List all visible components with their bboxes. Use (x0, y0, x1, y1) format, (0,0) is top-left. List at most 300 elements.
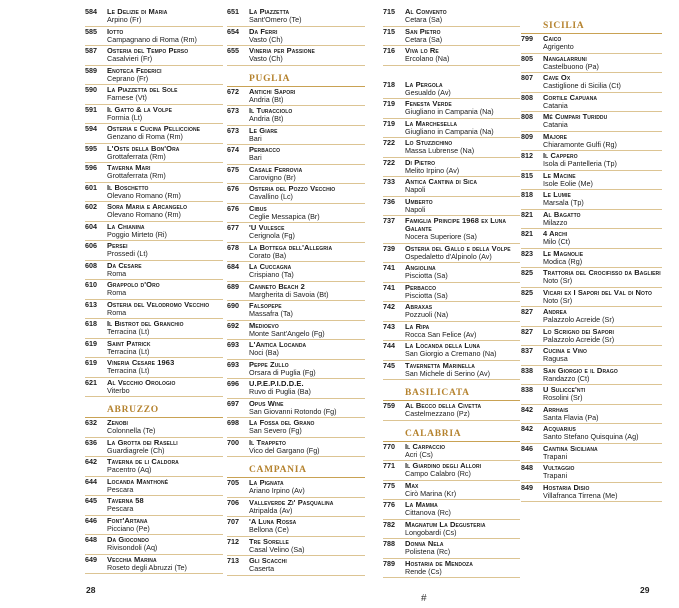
entry-location: Trapani (543, 451, 568, 461)
entry-page-number: 808 (521, 112, 533, 121)
entry-page-number: 621 (85, 377, 97, 387)
entry-name: Osteria e Cucina Pelliccione (107, 124, 201, 133)
entry-location: Andria (Bt) (249, 94, 284, 104)
entry-location: Poggio Mirteto (Ri) (107, 229, 167, 239)
entry-location: Rosolini (Sr) (543, 393, 583, 402)
entry-location: Carovigno (Br) (249, 172, 296, 182)
entry-name: Vultaggio (543, 463, 575, 472)
entry-location: Nocera Superiore (Sa) (405, 232, 477, 241)
entry-location: Randazzo (Ct) (543, 373, 590, 383)
entry-name: La Bottega dell'Allegria (249, 242, 333, 252)
list-item (227, 438, 365, 458)
list-item (85, 339, 223, 359)
entry-location: Ceglie Messapica (Br) (249, 211, 320, 221)
entry-name: Gli Scacchi (249, 556, 287, 565)
list-item (227, 418, 365, 438)
entry-name: La Marchesella (405, 118, 458, 128)
list-item (521, 268, 662, 288)
list-item (521, 190, 662, 210)
list-item (85, 124, 223, 144)
list-item (227, 301, 365, 321)
entry-page-number: 827 (521, 326, 533, 336)
index-column-4 (521, 7, 662, 502)
index-column-2 (227, 7, 365, 576)
entry-location: Formia (Lt) (107, 112, 143, 122)
entry-name: Angiolina (405, 263, 436, 272)
entry-page-number: 770 (383, 441, 395, 451)
entry-page-number: 788 (383, 539, 395, 548)
entry-name: Canneto Beach 2 (249, 281, 305, 291)
entry-location: Olevano Romano (Rm) (107, 210, 181, 219)
index-column-1 (85, 7, 223, 574)
entry-location: Margherita di Savoia (Bt) (249, 289, 329, 299)
entry-name: La Mamma (405, 500, 438, 509)
entry-name: L'Oste della Bon'Ora (107, 143, 180, 153)
list-item (227, 321, 365, 341)
entry-name: 'U Vulesce (249, 223, 285, 232)
list-item (227, 7, 365, 27)
entry-page-number: 672 (227, 86, 239, 96)
list-item (383, 500, 520, 520)
list-item (383, 361, 520, 381)
list-item (521, 54, 662, 74)
entry-page-number: 619 (85, 338, 97, 348)
entry-name: Da Cesare (107, 260, 142, 270)
entry-name: Fenesta Verde (405, 99, 452, 108)
list-item (383, 244, 520, 264)
entry-location: Pescara (107, 484, 134, 494)
list-item (383, 138, 520, 158)
list-item (85, 555, 223, 575)
entry-location: Farnese (Vt) (107, 93, 147, 102)
entry-location: Viterbo (107, 385, 130, 395)
entry-page-number: 743 (383, 321, 395, 331)
entry-location: Chiaramonte Gulfi (Rg) (543, 139, 617, 149)
list-item (383, 27, 520, 47)
list-item (521, 483, 662, 503)
list-item (383, 46, 520, 66)
list-item (227, 27, 365, 47)
entry-location: Massa Lubrense (Na) (405, 146, 475, 155)
list-item (521, 210, 662, 230)
entry-page-number: 718 (383, 79, 395, 89)
list-item (521, 327, 662, 347)
entry-name: Valleverde Zi' Pasqualina (249, 497, 334, 507)
entry-name: Vineria Cesare 1963 (107, 358, 175, 367)
entry-page-number: 608 (85, 260, 97, 270)
entry-location: Roma (107, 307, 127, 317)
list-item (521, 307, 662, 327)
entry-page-number: 736 (383, 196, 395, 206)
entry-name: Casale Ferrovia (249, 164, 303, 174)
entry-location: Santa Flavia (Pa) (543, 412, 599, 422)
entry-location: San Giorgio a Cremano (Na) (405, 349, 497, 358)
entry-page-number: 589 (85, 65, 97, 75)
list-item (383, 322, 520, 342)
entry-page-number: 722 (383, 157, 395, 167)
entry-location: Noci (Ba) (249, 348, 279, 357)
entry-page-number: 715 (383, 7, 395, 16)
entry-location: Rende (Cs) (405, 566, 442, 576)
entry-name: Il Turacciolo (249, 106, 293, 115)
entry-name: Da Giocondo (107, 535, 149, 544)
entry-name: Vineria per Passione (249, 46, 315, 55)
list-item (383, 539, 520, 559)
entry-name: Taverna 58 (107, 496, 144, 505)
list-item (383, 99, 520, 119)
entry-name: Majore (543, 131, 568, 141)
entry-location: Bellona (Ce) (249, 525, 289, 534)
entry-name: Cantina Siciliana (543, 443, 598, 453)
entry-name: Andrea (543, 307, 567, 316)
entry-page-number: 739 (383, 243, 395, 253)
entry-page-number: 713 (227, 556, 239, 565)
entry-location: Rivisondoli (Aq) (107, 543, 158, 552)
entry-name: Al Convento (405, 7, 447, 16)
entry-name: Al Bagatto (543, 209, 581, 219)
section-header: BASILICATA (383, 386, 520, 401)
entry-location: Ercolano (Na) (405, 54, 450, 63)
entry-name: Zenobi (107, 418, 129, 427)
list-item (85, 438, 223, 458)
entry-page-number: 596 (85, 163, 97, 172)
entry-location: Roseto degli Abruzzi (Te) (107, 562, 187, 572)
list-item (85, 516, 223, 536)
entry-page-number: 698 (227, 418, 239, 427)
list-item (521, 463, 662, 483)
entry-name: Le Macine (543, 170, 576, 180)
entry-name: Umberto (405, 196, 433, 206)
entry-location: Melito Irpino (Av) (405, 165, 460, 175)
entry-page-number: 610 (85, 280, 97, 289)
entry-location: Genzano di Roma (Rm) (107, 132, 183, 141)
entry-page-number: 595 (85, 143, 97, 153)
list-item (521, 93, 662, 113)
entry-location: Napoli (405, 185, 426, 194)
entry-name: La Pergola (405, 79, 443, 89)
entry-location: Ragusa (543, 354, 568, 363)
entry-name: Il Bistrot del Granchio (107, 319, 184, 328)
entry-location: Catania (543, 100, 568, 110)
entry-location: Colonnella (Te) (107, 426, 156, 435)
entry-location: Prossedi (Lt) (107, 249, 148, 258)
entry-location: Pacentro (Aq) (107, 465, 152, 474)
entry-name: Di Pietro (405, 157, 436, 167)
entry-name: Al Vecchio Orologio (107, 377, 176, 387)
entry-name: Locanda Manthoné (107, 476, 169, 486)
entry-page-number: 644 (85, 476, 97, 486)
list-item (521, 171, 662, 191)
list-item (85, 163, 223, 183)
entry-location: Cetara (Sa) (405, 34, 443, 44)
list-item (521, 112, 662, 132)
entry-name: Cortile Capuana (543, 92, 598, 102)
entry-location: Noto (Sr) (543, 295, 573, 305)
entry-page-number: 745 (383, 360, 395, 370)
entry-location: Terracina (Lt) (107, 366, 150, 375)
list-item (383, 158, 520, 178)
list-item (521, 132, 662, 152)
entry-page-number: 719 (383, 118, 395, 128)
entry-location: Vasto (Ch) (249, 34, 283, 44)
entry-page-number: 782 (383, 519, 395, 529)
entry-location: Isola di Pantelleria (Tp) (543, 159, 617, 168)
section-header: CALABRIA (383, 427, 520, 442)
entry-page-number: 655 (227, 46, 239, 55)
entry-page-number: 842 (521, 404, 533, 414)
entry-location: Massafra (Ta) (249, 309, 293, 318)
entry-page-number: 838 (521, 385, 533, 394)
entry-page-number: 697 (227, 398, 239, 408)
list-item (521, 385, 662, 405)
entry-name: Hostaria Disio (543, 482, 590, 492)
entry-location: Cittanova (Rc) (405, 508, 451, 517)
entry-name: Acquarius (543, 424, 576, 433)
entry-location: Guardiagrele (Ch) (107, 445, 165, 455)
entry-page-number: 707 (227, 517, 239, 526)
list-item (85, 183, 223, 203)
entry-name: Sora Maria e Arcangelo (107, 202, 188, 211)
entry-page-number: 849 (521, 482, 533, 492)
entry-location: Milazzo (543, 217, 568, 227)
entry-page-number: 675 (227, 164, 239, 174)
list-item (227, 184, 365, 204)
list-item (227, 360, 365, 380)
entry-location: Ceprano (Fr) (107, 73, 149, 83)
entry-location: Roma (107, 288, 127, 297)
entry-name: Cibus (249, 203, 267, 213)
list-item (85, 477, 223, 497)
entry-page-number: 771 (383, 461, 395, 470)
entry-page-number: 632 (85, 418, 97, 427)
list-item (521, 288, 662, 308)
entry-page-number: 692 (227, 320, 239, 330)
center-hash-mark: # (421, 593, 427, 604)
section-header: ABRUZZO (85, 403, 223, 418)
entry-location: Terracina (Lt) (107, 327, 150, 336)
list-item (227, 243, 365, 263)
entry-page-number: 654 (227, 26, 239, 36)
entry-page-number: 613 (85, 299, 97, 309)
entry-name: Caico (543, 34, 562, 43)
entry-page-number: 733 (383, 177, 395, 186)
entry-location: Catania (543, 120, 568, 129)
list-item (85, 7, 223, 27)
entry-location: Campagnano di Roma (Rm) (107, 34, 197, 44)
list-item (521, 346, 662, 366)
entry-name: Abraxas (405, 302, 433, 311)
entry-name: La Piazzetta (249, 7, 290, 16)
entry-location: Terracina (Lt) (107, 346, 150, 356)
entry-name: Il Gatto & la Volpe (107, 104, 173, 114)
entry-name: Enoteca Federici (107, 65, 162, 75)
list-item (383, 80, 520, 100)
entry-name: Cave Ox (543, 73, 571, 82)
entry-location: Palazzolo Acreide (Sr) (543, 315, 615, 324)
entry-page-number: 775 (383, 480, 395, 490)
entry-name: La Piazzetta del Sole (107, 85, 178, 94)
entry-location: Pescara (107, 504, 134, 513)
entry-name: Iotto (107, 26, 124, 36)
entry-name: Viva lo Re (405, 46, 439, 55)
entry-name: Grappolo d'Oro (107, 280, 160, 289)
list-item (521, 444, 662, 464)
list-item (85, 27, 223, 47)
list-item (521, 73, 662, 93)
entry-name: Il Giardino degli Allori (405, 461, 482, 470)
list-item (85, 496, 223, 516)
entry-page-number: 618 (85, 319, 97, 328)
list-item (85, 202, 223, 222)
entry-page-number: 604 (85, 221, 97, 231)
list-item (85, 319, 223, 339)
entry-location: Longobardi (Cs) (405, 527, 457, 537)
list-item (227, 262, 365, 282)
list-item (521, 366, 662, 386)
entry-page-number: 716 (383, 46, 395, 55)
entry-name: Donna Nela (405, 539, 444, 548)
entry-location: Isole Eolie (Me) (543, 178, 593, 188)
list-item (227, 145, 365, 165)
list-item (227, 165, 365, 185)
entry-page-number: 590 (85, 85, 97, 94)
entry-name: Le Magnolie (543, 248, 584, 258)
entry-page-number: 805 (521, 53, 533, 63)
entry-page-number: 690 (227, 301, 239, 310)
list-item (383, 401, 520, 421)
entry-name: Nangalarruni (543, 53, 587, 63)
entry-page-number: 759 (383, 401, 395, 410)
entry-location: Trapani (543, 471, 568, 480)
entry-name: Il Trappeto (249, 437, 286, 447)
entry-page-number: 689 (227, 281, 239, 291)
entry-page-number: 712 (227, 536, 239, 546)
entry-page-number: 642 (85, 457, 97, 466)
entry-name: San Giorgio e il Drago (543, 365, 618, 375)
entry-location: Polistena (Rc) (405, 547, 451, 556)
list-item (521, 34, 662, 54)
list-item (521, 249, 662, 269)
list-item (85, 457, 223, 477)
list-item (85, 144, 223, 164)
entry-page-number: 674 (227, 145, 239, 154)
entry-page-number: 684 (227, 262, 239, 271)
entry-name: Taverna de li Caldora (107, 457, 179, 466)
entry-name: Max (405, 480, 419, 490)
entry-location: Andria (Bt) (249, 114, 284, 123)
list-item (227, 340, 365, 360)
entry-name: Tavernetta Marinella (405, 360, 476, 370)
entry-location: Monte Sant'Angelo (Fg) (249, 328, 325, 338)
entry-location: Giugliano in Campania (Na) (405, 107, 494, 116)
entry-name: Antichi Sapori (249, 86, 296, 96)
entry-page-number: 846 (521, 443, 533, 453)
index-column-3 (383, 7, 520, 578)
entry-page-number: 719 (383, 99, 395, 108)
page-number-right: 29 (640, 585, 650, 595)
entry-location: Casalvieri (Fr) (107, 54, 153, 63)
entry-name: La Ripa (405, 321, 430, 331)
entry-page-number: 678 (227, 242, 239, 252)
entry-location: Grottaferrata (Rm) (107, 151, 166, 161)
list-item (85, 46, 223, 66)
list-item (85, 358, 223, 378)
entry-location: Grottaferrata (Rm) (107, 171, 166, 180)
entry-name: Al Becco della Civetta (405, 401, 482, 410)
entry-name: Le Delizie di Maria (107, 7, 168, 16)
entry-page-number: 705 (227, 478, 239, 487)
entry-name: Perbacco (405, 282, 437, 292)
entry-name: Mé Cumpari Turiddu (543, 112, 608, 121)
list-item (85, 300, 223, 320)
entry-page-number: 673 (227, 125, 239, 135)
entry-page-number: 807 (521, 73, 533, 82)
entry-page-number: 715 (383, 26, 395, 36)
entry-location: Cerignola (Fg) (249, 231, 295, 240)
entry-name: Perbacco (249, 145, 281, 154)
entry-name: Tre Sorelle (249, 536, 289, 546)
entry-page-number: 825 (521, 287, 533, 297)
entry-page-number: 837 (521, 346, 533, 355)
spacer (521, 7, 662, 13)
entry-location: Campo Calabro (Rc) (405, 469, 471, 478)
entry-location: Marsala (Tp) (543, 198, 584, 207)
entry-name: Falsopepe (249, 301, 282, 310)
entry-page-number: 741 (383, 282, 395, 292)
entry-name: Vecchia Marina (107, 554, 157, 564)
entry-location: Castelmezzano (Pz) (405, 409, 470, 418)
list-item (85, 241, 223, 261)
entry-location: Pozzuoli (Na) (405, 310, 449, 319)
entry-name: Il Boschetto (107, 182, 149, 192)
entry-name: Le Lumie (543, 190, 571, 199)
entry-location: Bari (249, 153, 262, 162)
entry-page-number: 606 (85, 241, 97, 250)
list-item (85, 222, 223, 242)
entry-page-number: 696 (227, 379, 239, 388)
entry-name: Saint Patrick (107, 338, 151, 348)
entry-name: Hostaria de Mendoza (405, 558, 473, 568)
entry-name: Magnatum La Degusteria (405, 519, 486, 529)
entry-name: Il Carpaccio (405, 441, 446, 451)
entry-page-number: 693 (227, 340, 239, 349)
list-item (383, 283, 520, 303)
entry-name: Persei (107, 241, 128, 250)
entry-location: Vasto (Ch) (249, 54, 283, 63)
entry-name: Osteria del Gallo e della Volpe (405, 243, 511, 253)
entry-location: Bari (249, 133, 262, 143)
entry-name: Medioevo (249, 320, 279, 330)
entry-location: Caserta (249, 564, 275, 573)
entry-location: Picciano (Pe) (107, 523, 150, 533)
entry-page-number: 741 (383, 263, 395, 272)
entry-location: Ariano Irpino (Av) (249, 486, 305, 495)
entry-page-number: 591 (85, 104, 97, 114)
entry-name: San Pietro (405, 26, 441, 36)
entry-name: Arrhais (543, 404, 569, 414)
entry-name: Osteria del Tempo Perso (107, 46, 189, 55)
entry-page-number: 648 (85, 535, 97, 544)
entry-location: Napoli (405, 204, 426, 214)
entry-page-number: 842 (521, 424, 533, 433)
list-item (383, 341, 520, 361)
entry-location: Castelbuono (Pa) (543, 61, 599, 71)
entry-name: Lo Scrigno dei Sapori (543, 326, 614, 336)
entry-page-number: 645 (85, 496, 97, 505)
entry-page-number: 776 (383, 500, 395, 509)
entry-location: Vico del Gargano (Fg) (249, 445, 320, 455)
entry-name: Cucina e Vino (543, 346, 587, 355)
